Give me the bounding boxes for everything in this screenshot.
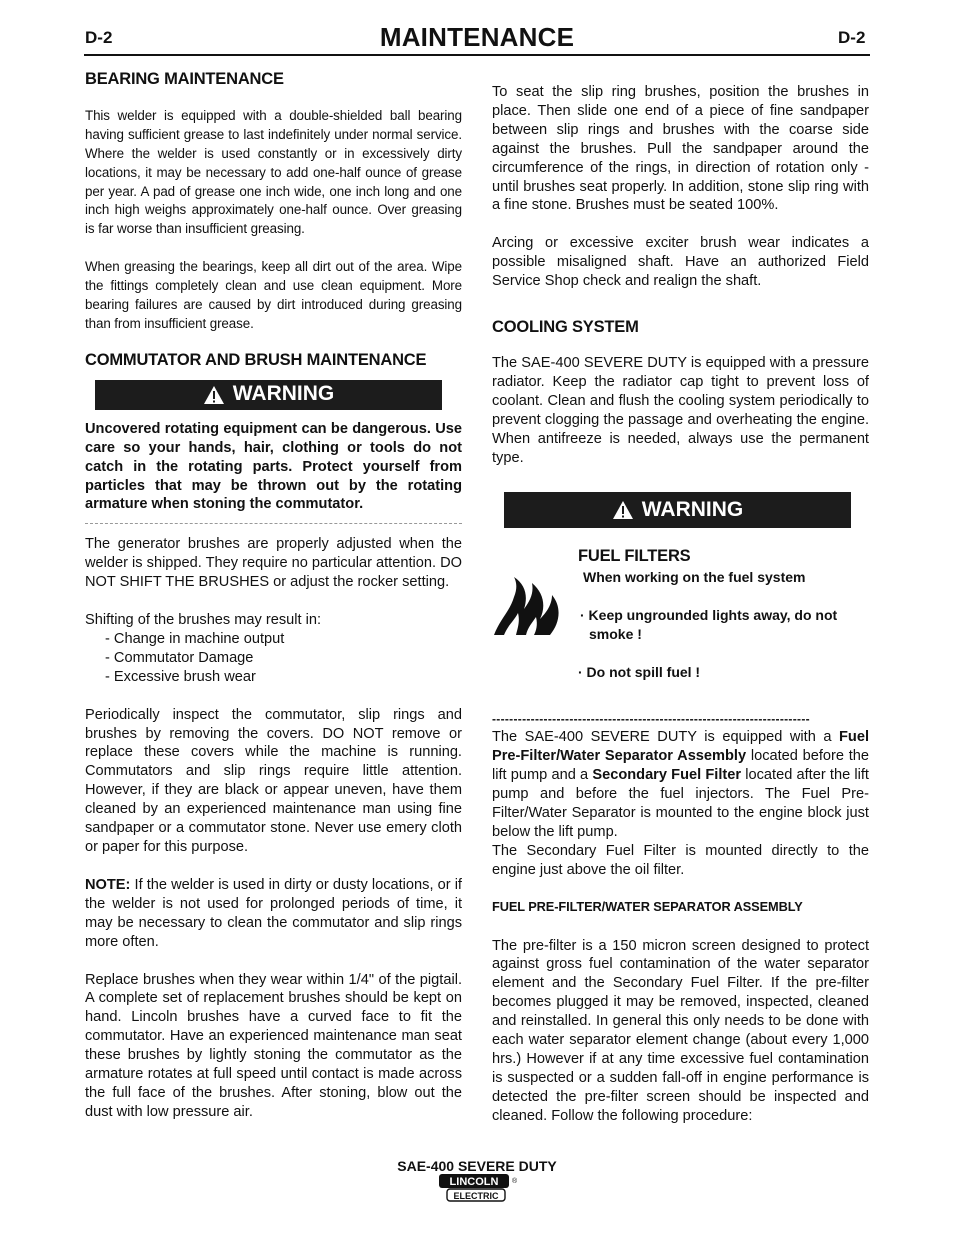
footer-model: SAE-400 SEVERE DUTY (397, 1158, 557, 1174)
cooling-paragraph: The SAE-400 SEVERE DUTY is equipped with a pressure radiator. Keep the radiator cap tight to prevent loss of coolant. Clean and flush the cooling system periodically to prevent clogging the passage and overheating the engine. When antifreeze is needed, always use the permanent type. (492, 354, 869, 466)
shift-intro: Shifting of the brushes may result in: (85, 612, 322, 629)
fuel-warning-block (492, 547, 869, 707)
slip-ring-paragraph-2: Arcing or excessive exciter brush wear indicates a possible misaligned shaft. Have an authorized Field Service Shop check and realign the shaft. (492, 235, 869, 290)
flame-icon (492, 575, 570, 637)
fuel-prefilter-term: Fuel Pre-Filter/Water Separator Assembly (492, 729, 869, 765)
cooling-heading: COOLING SYSTEM (492, 318, 639, 337)
warning-label: WARNING (641, 497, 744, 521)
prefilter-subheading: FUEL PRE-FILTER/WATER SEPARATOR ASSEMBLY (492, 898, 803, 914)
warning-triangle-icon (612, 500, 634, 520)
warning-label: WARNING (232, 382, 335, 406)
prefilter-paragraph: The pre-filter is a 150 micron screen designed to protect against gross fuel contamination of the water separator element and the Secondary Fuel Filter. If the pre-filter becomes plugged it may be removed, inspected, cleaned and reinstalled. In general this only needs to be done with each water separator element change (about every 1,000 hrs.) However if at any time excessive fuel contamination is suspected or a sudden fall-off in engine performance is detected the pre-filter screen should be inspected and cleaned. Follow the following procedure: (492, 937, 869, 1124)
fuel-p1-text: located after the lift pump and before the fuel injectors. The Fuel Pre-Filter/Water Separator is mounted to the engine block just below the lift pump. (492, 767, 869, 840)
slip-ring-paragraph-1: To seat the slip ring brushes, position the brushes in place. Then slide one end of a piece of fine sandpaper between slip rings and brushes with the coarse side against the brushes. Pull the sandpaper around the circumference of the rings, in direction of rotation only - until brushes seat properly. In addition, stone slip ring with a fine stone. Brushes must be seated 100%. (492, 84, 869, 214)
note-text: If the welder is used in dirty or dusty locations, or if the welder is not used for prolonged periods of time, it may be necessary to clean the commutator and slip rings more often. (85, 876, 462, 950)
lincoln-electric-logo (437, 1172, 517, 1214)
registered-mark: ® (512, 1178, 517, 1185)
page-title: MAINTENANCE (379, 22, 575, 52)
logo-badge (437, 1172, 517, 1214)
fuel-warning-banner (504, 492, 851, 528)
commutator-warning-banner (95, 380, 442, 410)
fuel-warning-item-lights: · Keep ungrounded lights away, do not smoke ! (580, 607, 838, 643)
bearing-paragraph-1: This welder is equipped with a double-shielded ball bearing having sufficient grease to last indefinitely under normal service. Where the welder is used constantly or in excessively dirty locations, it may be necessary to add one-half ounce of grease per year. A pad of grease one inch wide, one inch long and one inch high weighs approximately one-half ounce. Over greasing is far worse than insufficient greasing. (85, 107, 462, 237)
bearing-heading: BEARING MAINTENANCE (85, 70, 284, 88)
secondary-filter-term: Secondary Fuel Filter (592, 767, 742, 784)
header-rule (84, 54, 870, 56)
fuel-filters-heading: FUEL FILTERS (578, 547, 691, 566)
fuel-paragraph-2: The Secondary Fuel Filter is mounted directly to the engine just above the oil filter. (492, 842, 869, 878)
note-label: NOTE: (85, 876, 131, 893)
commutator-heading: COMMUTATOR AND BRUSH MAINTENANCE (85, 350, 427, 369)
rotating-equipment-warning-text: Uncovered rotating equipment can be dangerous. Use care so your hands, hair, clothing or tools do not catch in the rotating parts. Protect yourself from particles that may be thrown out by the rotating armature when stoning the commutator. (85, 420, 462, 513)
warning-triangle-icon (203, 385, 225, 405)
bearing-paragraph-2: When greasing the bearings, keep all dirt out of the area. Wipe the fittings completely clean and use clean equipment. More bearing failures are caused by dirt introduced during greasing than from insufficient grease. (85, 259, 462, 331)
logo-bottom-text: ELECTRIC (453, 1191, 499, 1201)
note-paragraph (85, 876, 462, 952)
dashed-separator: -------------------------------------------------------------------------- (492, 712, 810, 727)
shift-effects-list (85, 630, 462, 687)
list-item: - Change in machine output (105, 630, 285, 647)
brushes-paragraph: The generator brushes are properly adjusted when the welder is shipped. They require no particular attention. DO NOT SHIFT THE BRUSHES or adjust the rocker setting. (85, 536, 462, 591)
fuel-p1-text: located before the lift pump and a (492, 748, 869, 784)
dotted-divider (85, 523, 462, 524)
inspect-paragraph: Periodically inspect the commutator, slip rings and brushes by removing the covers. DO NOT remove or replace these covers while the machine is running. Commutators and slip rings require little attention. However, if they are black or appear uneven, have them cleaned by an experienced maintenance man using fine sandpaper or a commutator stone. Never use emery cloth or paper for this purpose. (85, 706, 462, 855)
page-number-right: D-2 (838, 28, 866, 47)
page-number-left: D-2 (85, 28, 113, 47)
logo-top-text: LINCOLN (449, 1176, 499, 1188)
fuel-warning-intro: When working on the fuel system (583, 569, 806, 586)
right-column (492, 83, 869, 1126)
left-column (85, 70, 462, 1122)
replace-brushes-paragraph: Replace brushes when they wear within 1/4" of the pigtail. A complete set of replacement brushes should be kept on hand. Lincoln brushes have a curved face to fit the commutator. Have an experienced maintenance man seat these brushes by lightly stoning the commutator as the armature rotates at full speed until contact is made across the full face of the brushes. After stoning, blow out the dust with low pressure air. (85, 971, 462, 1120)
fuel-warning-text (578, 547, 870, 682)
fuel-warning-item-spill: · Do not spill fuel ! (578, 664, 701, 681)
list-item: - Commutator Damage (105, 649, 254, 666)
list-item: - Excessive brush wear (105, 668, 256, 685)
fuel-p1-text: The SAE-400 SEVERE DUTY is equipped with a (492, 729, 839, 746)
fuel-paragraph-1 (492, 728, 869, 841)
